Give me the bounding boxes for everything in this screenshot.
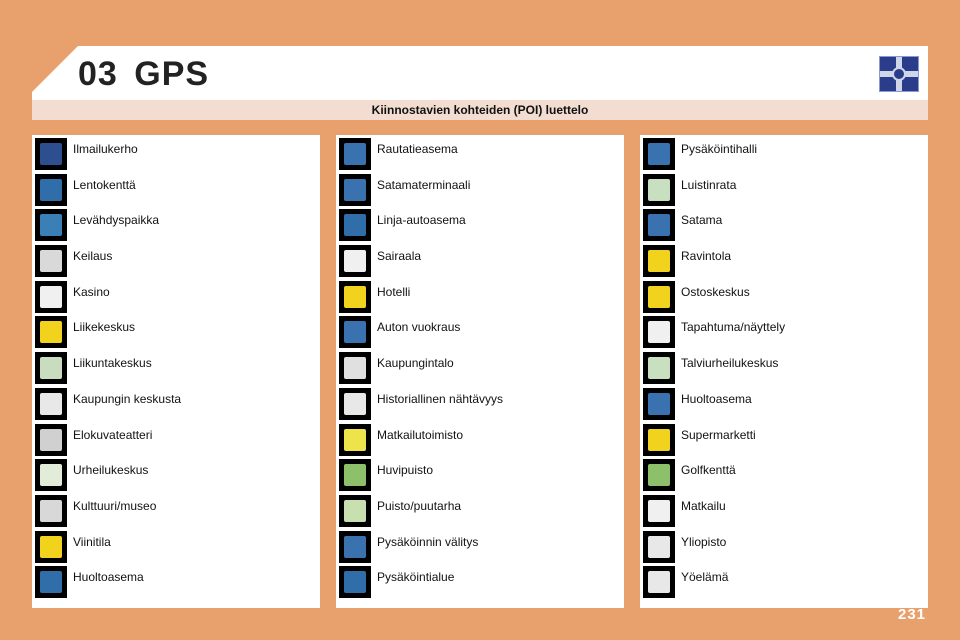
poi-list-item <box>336 456 624 492</box>
poi-label: Ostoskeskus <box>681 284 750 299</box>
poi-label: Kulttuuri/museo <box>73 498 157 513</box>
cinema-icon <box>35 424 67 456</box>
sports-icon <box>35 459 67 491</box>
poi-label: Liikekeskus <box>73 320 136 335</box>
poi-symbol <box>40 250 62 272</box>
hotel-icon <box>339 281 371 313</box>
car-rental-icon <box>339 316 371 348</box>
poi-label: Satamaterminaali <box>377 177 471 192</box>
harbour-icon <box>643 209 675 241</box>
poi-symbol <box>344 143 366 165</box>
poi-symbol <box>40 179 62 201</box>
airfield-icon <box>35 138 67 170</box>
tourism-icon <box>643 495 675 527</box>
poi-symbol <box>344 464 366 486</box>
poi-label: Supermarketti <box>681 427 756 442</box>
poi-label: Satama <box>681 213 723 228</box>
poi-list-item <box>640 242 928 278</box>
poi-label: Historiallinen nähtävyys <box>377 391 504 406</box>
poi-column-2 <box>336 135 624 608</box>
poi-symbol <box>648 393 670 415</box>
poi-list-item <box>640 278 928 314</box>
poi-label: Ilmailukerho <box>73 142 138 156</box>
poi-label: Elokuvateatteri <box>73 427 153 442</box>
poi-label: Pysäköinnin välitys <box>377 534 479 549</box>
poi-label: Hotelli <box>377 284 411 299</box>
poi-list-item <box>32 385 320 421</box>
poi-label: Talviurheilukeskus <box>681 356 779 371</box>
poi-list-item <box>640 563 928 599</box>
poi-symbol <box>344 571 366 593</box>
bowling-icon <box>35 245 67 277</box>
poi-label: Levähdyspaikka <box>73 213 160 228</box>
poi-symbol <box>648 250 670 272</box>
rest-area-icon <box>35 209 67 241</box>
airport-icon <box>35 174 67 206</box>
poi-label: Auton vuokraus <box>377 320 461 335</box>
golf-icon <box>643 459 675 491</box>
poi-symbol <box>648 429 670 451</box>
poi-label: Urheilukeskus <box>73 463 149 478</box>
poi-symbol <box>40 536 62 558</box>
poi-list-item <box>640 421 928 457</box>
poi-list-item <box>336 563 624 599</box>
casino-icon <box>35 281 67 313</box>
poi-label: Sairaala <box>377 249 422 264</box>
poi-list-item <box>32 349 320 385</box>
poi-list-item <box>640 456 928 492</box>
poi-symbol <box>40 429 62 451</box>
poi-list-item <box>336 242 624 278</box>
poi-symbol <box>344 286 366 308</box>
university-icon <box>643 531 675 563</box>
poi-list-item <box>640 171 928 207</box>
winter-sports-icon <box>643 352 675 384</box>
poi-symbol <box>648 357 670 379</box>
amusement-park-icon <box>339 459 371 491</box>
poi-label: Luistinrata <box>681 177 737 192</box>
park-icon <box>339 495 371 527</box>
poi-symbol <box>344 500 366 522</box>
poi-list-item <box>32 135 320 171</box>
poi-column-3 <box>640 135 928 608</box>
poi-list-item <box>32 421 320 457</box>
poi-symbol <box>344 429 366 451</box>
poi-symbol <box>344 214 366 236</box>
tourist-info-icon <box>339 424 371 456</box>
poi-symbol <box>344 321 366 343</box>
service-station-icon <box>35 566 67 598</box>
supermarket-icon <box>643 424 675 456</box>
poi-list-item <box>32 492 320 528</box>
crossroads-icon <box>879 56 919 92</box>
poi-label: Kasino <box>73 284 110 299</box>
poi-symbol <box>648 286 670 308</box>
poi-label: Viinitila <box>73 534 111 549</box>
poi-label: Ravintola <box>681 249 732 264</box>
poi-list-item <box>336 492 624 528</box>
poi-list-item <box>336 171 624 207</box>
poi-list-item <box>336 349 624 385</box>
poi-symbol <box>344 357 366 379</box>
poi-list-item <box>640 135 928 171</box>
poi-symbol <box>344 393 366 415</box>
poi-symbol <box>344 536 366 558</box>
poi-label: Tapahtuma/näyttely <box>681 320 786 335</box>
poi-label: Keilaus <box>73 249 113 264</box>
section-subtitle: Kiinnostavien kohteiden (POI) luettelo <box>32 100 928 120</box>
poi-list-item <box>32 563 320 599</box>
poi-symbol <box>344 179 366 201</box>
ferry-terminal-icon <box>339 174 371 206</box>
poi-list-item <box>336 528 624 564</box>
poi-symbol <box>648 214 670 236</box>
poi-label: Huoltoasema <box>73 570 144 585</box>
poi-label: Golfkenttä <box>681 463 736 478</box>
page-title <box>78 52 209 96</box>
poi-symbol <box>344 250 366 272</box>
sports-center-icon <box>35 352 67 384</box>
poi-list-item <box>32 206 320 242</box>
poi-symbol <box>40 357 62 379</box>
parking-garage-icon <box>643 138 675 170</box>
chapter-number: 03 <box>78 55 118 93</box>
town-hall-icon <box>339 352 371 384</box>
poi-label: Matkailu <box>681 498 726 513</box>
train-station-icon <box>339 138 371 170</box>
bus-station-icon <box>339 209 371 241</box>
poi-symbol <box>648 464 670 486</box>
poi-label: Matkailutoimisto <box>377 427 464 442</box>
restaurant-icon <box>643 245 675 277</box>
poi-symbol <box>40 286 62 308</box>
event-icon <box>643 316 675 348</box>
hospital-icon <box>339 245 371 277</box>
page-number: 231 <box>898 606 927 623</box>
poi-list-item <box>336 135 624 171</box>
poi-symbol <box>40 214 62 236</box>
parking-icon <box>339 566 371 598</box>
poi-list-item <box>32 456 320 492</box>
poi-list-item <box>640 206 928 242</box>
poi-column-1 <box>32 135 320 608</box>
poi-list-item <box>32 278 320 314</box>
poi-list-item <box>336 385 624 421</box>
monument-icon <box>339 388 371 420</box>
ice-rink-icon <box>643 174 675 206</box>
poi-list-item <box>32 528 320 564</box>
poi-list-item <box>32 242 320 278</box>
poi-symbol <box>40 500 62 522</box>
poi-label: Huvipuisto <box>377 463 434 478</box>
fuel-station-icon <box>643 388 675 420</box>
poi-symbol <box>648 321 670 343</box>
poi-label: Puisto/puutarha <box>377 498 462 513</box>
poi-label: Pysäköintihalli <box>681 142 758 156</box>
poi-label: Huoltoasema <box>681 391 752 406</box>
poi-symbol <box>40 143 62 165</box>
shopping-center-icon <box>643 281 675 313</box>
poi-symbol <box>648 571 670 593</box>
poi-list-item <box>640 313 928 349</box>
poi-list-item <box>336 278 624 314</box>
poi-label: Kaupungintalo <box>377 356 454 371</box>
poi-list-item <box>640 528 928 564</box>
poi-label: Yöelämä <box>681 570 729 585</box>
poi-list-item <box>640 492 928 528</box>
poi-symbol <box>40 464 62 486</box>
poi-label: Pysäköintialue <box>377 570 455 585</box>
poi-list-item <box>32 313 320 349</box>
poi-list-item <box>336 206 624 242</box>
poi-list-item <box>640 385 928 421</box>
poi-list-item <box>336 313 624 349</box>
poi-list-item <box>32 171 320 207</box>
poi-symbol <box>648 143 670 165</box>
nightlife-icon <box>643 566 675 598</box>
city-center-icon <box>35 388 67 420</box>
winery-icon <box>35 531 67 563</box>
poi-list-item <box>640 349 928 385</box>
museum-icon <box>35 495 67 527</box>
chapter-title: GPS <box>134 55 210 93</box>
poi-label: Kaupungin keskusta <box>73 391 182 406</box>
poi-symbol <box>648 500 670 522</box>
park-and-ride-icon <box>339 531 371 563</box>
business-center-icon <box>35 316 67 348</box>
poi-label: Yliopisto <box>681 534 727 549</box>
poi-symbol <box>40 571 62 593</box>
poi-label: Rautatieasema <box>377 142 458 156</box>
poi-label: Liikuntakeskus <box>73 356 152 371</box>
poi-label: Lentokenttä <box>73 177 136 192</box>
poi-label: Linja-autoasema <box>377 213 466 228</box>
poi-symbol <box>40 321 62 343</box>
poi-list-item <box>336 421 624 457</box>
poi-symbol <box>40 393 62 415</box>
poi-symbol <box>648 179 670 201</box>
poi-symbol <box>648 536 670 558</box>
